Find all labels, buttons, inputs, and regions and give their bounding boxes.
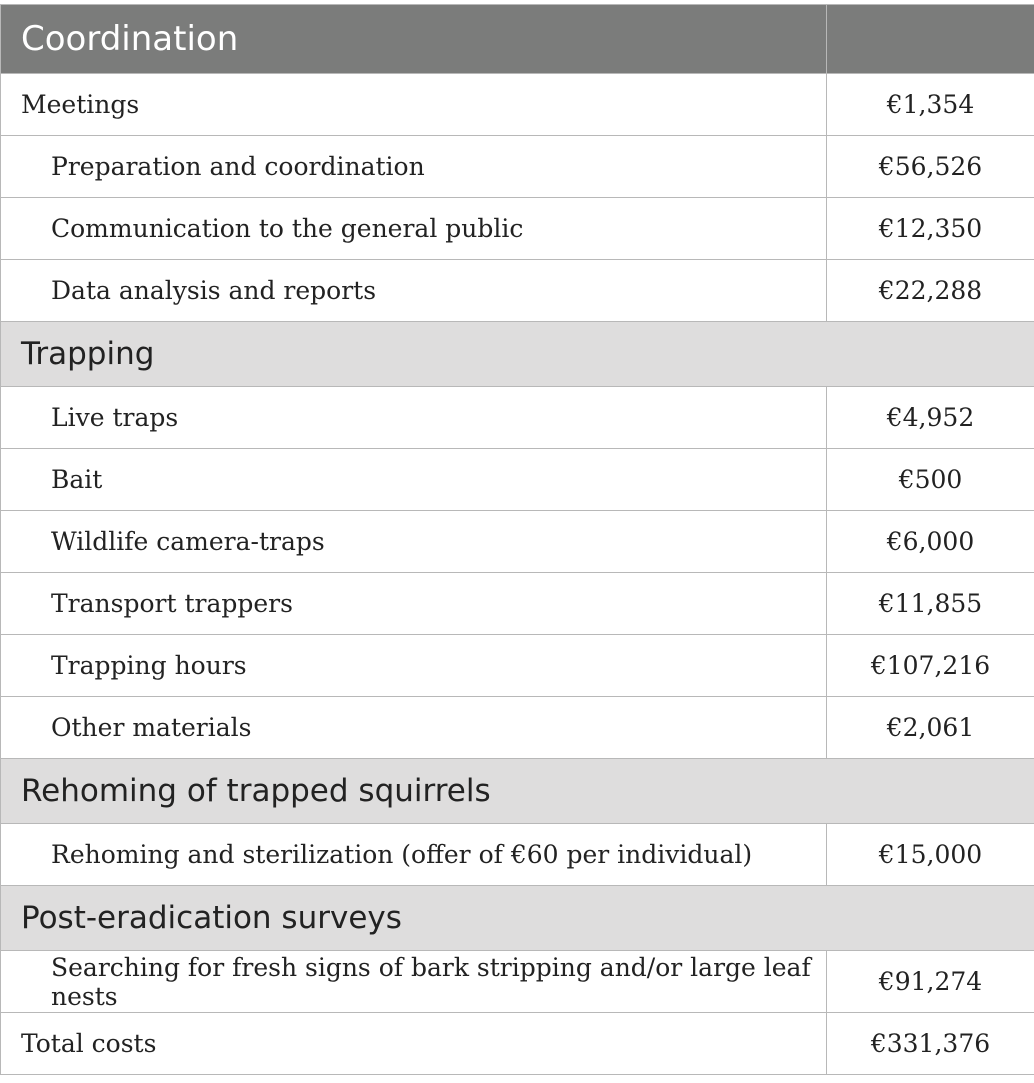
row-label: Live traps [1, 387, 827, 449]
section-title-trapping: Trapping [1, 322, 1034, 387]
row-amount: €12,350 [827, 198, 1034, 260]
row-amount: €107,216 [827, 635, 1034, 697]
total-row [1, 1013, 1034, 1075]
row-amount: €6,000 [827, 511, 1034, 573]
row-amount: €91,274 [827, 951, 1034, 1013]
row-label: Data analysis and reports [1, 260, 827, 322]
header-amount-cell [827, 5, 1034, 74]
row-amount: €11,855 [827, 573, 1034, 635]
row-amount: €2,061 [827, 697, 1034, 759]
row-amount: €15,000 [827, 824, 1034, 886]
row-amount: €500 [827, 449, 1034, 511]
row-amount: €56,526 [827, 136, 1034, 198]
table-header-row [1, 5, 1034, 74]
table-row [1, 951, 1034, 1013]
table-row [1, 136, 1034, 198]
row-label: Communication to the general public [1, 198, 827, 260]
section-row-trapping [1, 322, 1034, 387]
table-row [1, 824, 1034, 886]
section-row-post-eradication [1, 886, 1034, 951]
row-label: Rehoming and sterilization (offer of €60 per individual) [1, 824, 827, 886]
table-row [1, 260, 1034, 322]
row-label: Searching for fresh signs of bark stripping and/or large leaf nests [1, 951, 827, 1013]
table-row [1, 511, 1034, 573]
table-row [1, 449, 1034, 511]
table-row [1, 697, 1034, 759]
section-title-post-eradication: Post-eradication surveys [1, 886, 1034, 951]
row-amount: €1,354 [827, 74, 1034, 136]
row-label: Other materials [1, 697, 827, 759]
table-row [1, 387, 1034, 449]
row-label: Transport trappers [1, 573, 827, 635]
section-row-rehoming [1, 759, 1034, 824]
row-label: Trapping hours [1, 635, 827, 697]
row-amount: €4,952 [827, 387, 1034, 449]
table-row [1, 635, 1034, 697]
cost-table [0, 4, 1034, 1075]
section-title-coordination: Coordination [1, 5, 827, 74]
row-label: Bait [1, 449, 827, 511]
row-label: Preparation and coordination [1, 136, 827, 198]
total-amount: €331,376 [827, 1013, 1034, 1075]
section-title-rehoming: Rehoming of trapped squirrels [1, 759, 1034, 824]
row-label: Wildlife camera-traps [1, 511, 827, 573]
row-amount: €22,288 [827, 260, 1034, 322]
table-row [1, 573, 1034, 635]
table-row [1, 198, 1034, 260]
total-label: Total costs [1, 1013, 827, 1075]
table-row [1, 74, 1034, 136]
row-label: Meetings [1, 74, 827, 136]
